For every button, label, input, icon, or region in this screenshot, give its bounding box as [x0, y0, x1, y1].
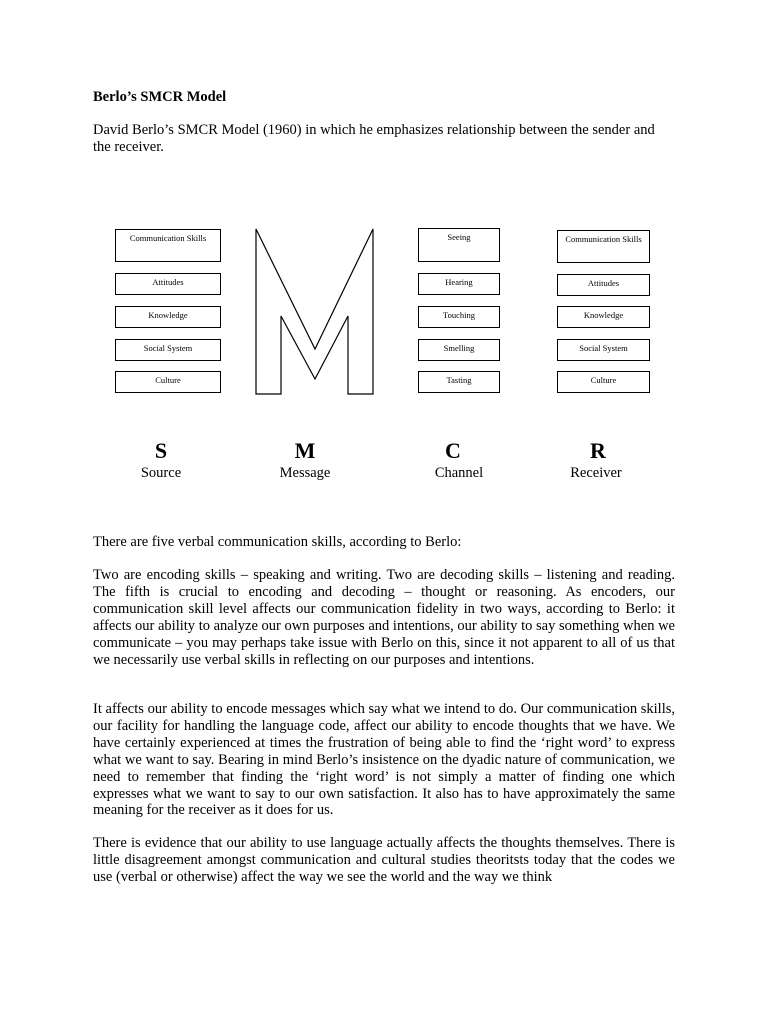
m-outline — [256, 229, 373, 394]
caption-message: Message — [279, 465, 331, 481]
channel-box-smelling: Smelling — [418, 339, 500, 361]
source-box-culture: Culture — [115, 371, 221, 393]
letter-m: M — [294, 438, 316, 463]
receiver-box-social-system: Social System — [557, 339, 650, 361]
paragraph-2: Two are encoding skills – speaking and writing. Two are decoding skills – listening and reading. The fifth is crucial to encoding and decoding – thought or reasoning. As encoders, our communication skill level affects our communication fidelity in two ways, according to Berlo: it affects our ability to analyze our own purposes and intentions, our ability to say something when we communicate – you may perhaps take issue with Berlo on this, since it not apparent to all of us that we necessarily use verbal skills in reflecting on our purposes and intentions. — [93, 567, 675, 668]
receiver-box-communication-skills: Communication Skills — [557, 230, 650, 263]
channel-box-seeing: Seeing — [418, 228, 500, 262]
letter-r: R — [590, 438, 606, 463]
paragraph-3: It affects our ability to encode messages which say what we intend to do. Our communication skills, our facility for handling the language code, affect our ability to encode thoughts that we have. We have certainly experienced at times the frustration of being able to find the ‘right word’ to express what we want to say. Bearing in mind Berlo’s insistence on the dyadic nature of communication, we need to remember that finding the ‘right word’ is not simply a matter of finding one which expresses what we want to say to our own satisfaction. It also has to have approximately the same meaning for the receiver as it does for us. — [93, 701, 675, 819]
caption-channel: Channel — [434, 465, 484, 481]
channel-box-tasting: Tasting — [418, 371, 500, 393]
receiver-box-culture: Culture — [557, 371, 650, 393]
channel-box-touching: Touching — [418, 306, 500, 328]
letter-s: S — [154, 438, 168, 463]
page-title: Berlo’s SMCR Model — [93, 89, 227, 105]
caption-receiver: Receiver — [570, 465, 622, 481]
receiver-box-knowledge: Knowledge — [557, 306, 650, 328]
letter-c: C — [445, 438, 461, 463]
message-m-shape — [250, 224, 376, 396]
source-box-social-system: Social System — [115, 339, 221, 361]
source-box-communication-skills: Communication Skills — [115, 229, 221, 262]
paragraph-1: There are five verbal communication skills, according to Berlo: — [93, 534, 462, 550]
paragraph-4: There is evidence that our ability to use language actually affects the thoughts themselves. There is little disagreement amongst communication and cultural studies theoritsts today that the codes we use (verbal or otherwise) affect the way we see the world and the way we think — [93, 835, 675, 885]
intro-paragraph: David Berlo’s SMCR Model (1960) in which he emphasizes relationship between the sender and the receiver. — [93, 122, 655, 155]
source-box-knowledge: Knowledge — [115, 306, 221, 328]
source-box-attitudes: Attitudes — [115, 273, 221, 295]
caption-source: Source — [140, 465, 182, 481]
receiver-box-attitudes: Attitudes — [557, 274, 650, 296]
channel-box-hearing: Hearing — [418, 273, 500, 295]
